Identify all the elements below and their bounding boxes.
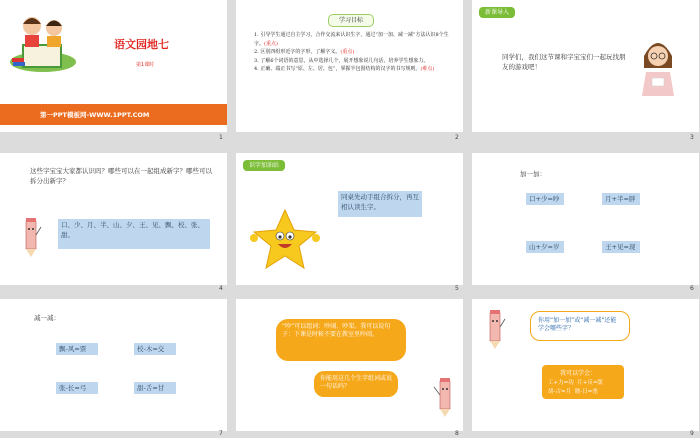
speech-bubble-question: 你能用这几个生字组词或说一句话吗？: [314, 371, 398, 397]
characters-box: 口、少、月、半、山、夕、王、见、飘、校、张、甜。: [58, 219, 210, 249]
teacher-illustration: [638, 34, 678, 96]
slide-7[interactable]: [0, 299, 227, 431]
slide-number: 2: [455, 134, 459, 141]
equation-box: 张-长=弓: [56, 382, 98, 394]
goal-item: [254, 31, 452, 48]
slide-number: 1: [219, 134, 223, 141]
lesson-title: 语文园地七: [114, 38, 169, 51]
pencil-character-icon: [18, 215, 42, 259]
equation-box: 甜-舌=甘: [134, 382, 176, 394]
section-heading: 加一加：: [520, 170, 546, 178]
section-tag: 识字加油站: [243, 160, 285, 171]
intro-text: 同学们，我们这节课和字宝宝们一起玩找朋友的游戏吧！: [502, 53, 626, 71]
equation-box: 王+见=现: [602, 241, 640, 253]
equation-box: 飘-风=票: [56, 343, 98, 355]
slide-number: 9: [690, 430, 694, 437]
slide-6[interactable]: [472, 153, 699, 285]
learn-title: 我可以学会：: [560, 370, 597, 377]
learn-line: 工+力=功 片+反=版: [548, 380, 603, 386]
goal-item: [254, 57, 452, 66]
goals-list: [254, 31, 452, 74]
slide-number: 3: [690, 134, 694, 141]
slide-9[interactable]: [472, 299, 699, 431]
star-character-icon: [250, 208, 320, 270]
goal-mark: (难点): [420, 66, 435, 72]
goal-item: [254, 65, 452, 74]
slide-2[interactable]: [236, 0, 463, 132]
slide-3[interactable]: [472, 0, 699, 132]
goal-text: 2. 区别四组形近字的字形，了解字义。: [254, 49, 341, 55]
slide-8[interactable]: [236, 299, 463, 431]
equation-box: 口+少=吵: [526, 193, 564, 205]
slide-4[interactable]: [0, 153, 227, 285]
goal-mark: (重点): [340, 49, 355, 55]
equation-box: 山+夕=岁: [526, 241, 564, 253]
goal-item: [254, 48, 452, 57]
pencil-character-icon: [432, 375, 456, 419]
goals-header: 学习目标: [328, 14, 374, 27]
goal-text: 3. 了解6个词语的意思，从中选择几个，展开想象说几句话，培养学生想象力。: [254, 57, 429, 64]
slide-number: 6: [690, 285, 694, 292]
kids-reading-illustration: [8, 10, 78, 76]
slide-1[interactable]: [0, 0, 227, 132]
speech-bubble-example: “吵”可以组词：吵闹、吵架。我可以说句子：下课是时候不要在教室里吵闹。: [276, 319, 406, 361]
learn-line: 胡-古=月 晓-日=尧: [548, 389, 598, 395]
slide-number: 4: [219, 285, 223, 292]
equation-box: 校-木=交: [134, 343, 176, 355]
instruction-box: 同桌先动手组合拆分，再互相认读生字。: [338, 191, 422, 217]
goal-mark: (重点): [264, 40, 278, 47]
goal-text: 4. 正确、端正书写“原、左、居、包”，掌握半包围结构的汉字的书写规则。: [254, 66, 421, 72]
slide-5[interactable]: [236, 153, 463, 285]
lesson-subtitle: 第1课时: [136, 62, 155, 68]
slide-number: 5: [455, 285, 459, 292]
footer-text: 第一PPT模板网-WWW.1PPT.COM: [40, 111, 150, 119]
equation-box: 月+半=胖: [602, 193, 640, 205]
goal-text: 1. 引导学生通过自主学习、合作交流来认识生字，通过“加一加、减一减”方法认识8个生字。: [254, 32, 449, 47]
section-tag: 新课导入: [479, 7, 515, 18]
question-text: 这些字宝宝大家都认识吗？哪些可以在一起组成新字？哪些可以拆分出新字？: [30, 167, 212, 185]
learn-box: [542, 365, 624, 399]
pencil-character-icon: [482, 307, 506, 351]
speech-bubble-prompt: 你用“加一加”或“减一减”还能学会哪些字？: [530, 311, 630, 341]
section-heading: 减一减：: [34, 314, 60, 322]
slide-number: 7: [219, 430, 223, 437]
slide-number: 8: [455, 430, 459, 437]
